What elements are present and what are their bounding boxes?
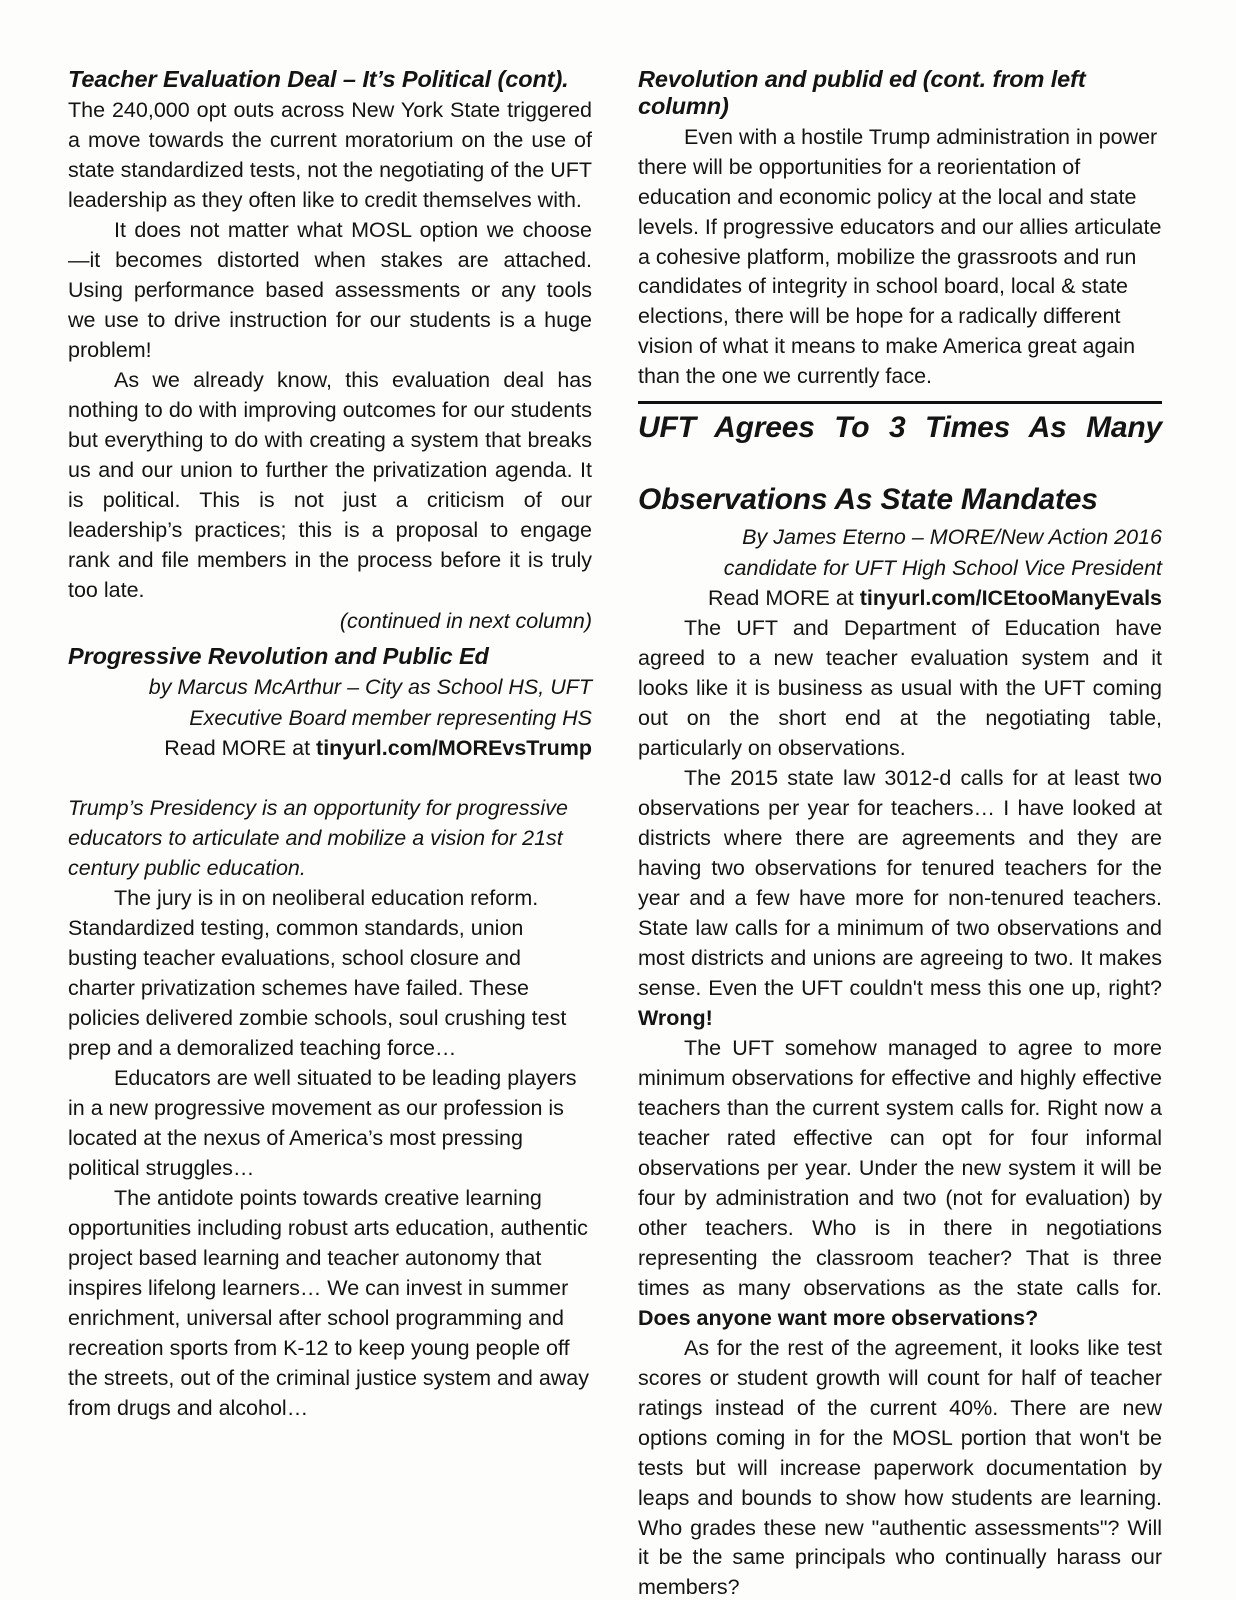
article-heading-revolution-and-public-ed-cont: Revolution and publid ed (cont. from left column) xyxy=(638,66,1086,119)
article1-paragraph-2: It does not matter what MOSL option we choose—it becomes distorted when stakes are attached. Using performance based assessments or any tools we use to drive instruction for our students is a huge problem! xyxy=(68,217,592,362)
article2-read-more-line xyxy=(68,733,592,764)
article2-lede: Trump’s Presidency is an opportunity for progressive educators to articulate and mobilize a vision for 21st century public education. xyxy=(68,795,568,880)
read-more-url[interactable]: tinyurl.com/ICEtooManyEvals xyxy=(859,586,1162,611)
section-divider-rule xyxy=(638,401,1162,404)
article2-paragraph-1: The jury is in on neoliberal education reform. Standardized testing, common standards, union busting teacher evaluations, school closure and charter privatization schemes have failed. These policies delivered zombie schools, soul crushing test prep and a demoralized teaching force… xyxy=(68,885,567,1060)
article2-byline-line-2: Executive Board member representing HS xyxy=(189,705,592,730)
article4-paragraph-3 xyxy=(638,1034,1162,1334)
headline-line-1: UFT Agrees To 3 Times As Many xyxy=(638,411,1162,445)
article-heading-progressive-revolution: Progressive Revolution and Public Ed xyxy=(68,642,489,669)
left-column xyxy=(68,66,592,1600)
right-column xyxy=(638,66,1162,1600)
article2-byline-line-1: by Marcus McArthur – City as School HS, UFT xyxy=(148,675,592,700)
article2-paragraph-2: Educators are well situated to be leading players in a new progressive movement as our profession is located at the nexus of America’s most pressing political struggles… xyxy=(68,1065,577,1180)
article4-read-more-line xyxy=(638,583,1162,614)
article1-paragraph-1: The 240,000 opt outs across New York State triggered a move towards the current moratorium on the use of state standardized tests, not the negotiating of the UFT leadership as they often like to credit themselves with. xyxy=(68,97,592,212)
read-more-prefix: Read MORE at xyxy=(707,586,860,611)
article4-paragraph-4: As for the rest of the agreement, it looks like test scores or student growth will count for half of teacher ratings instead of the current 40%. There are new options coming in for the MOSL portion that won't be tests but will increase paperwork documentation by leaps and bounds to show how students are learning. Who grades these new "authentic assessments"? Will it be the same principals who continually harass our members? xyxy=(638,1335,1162,1600)
article4-paragraph-2-text: The 2015 state law 3012-d calls for at least two observations per year for teachers… I have looked at districts where there are agreements and they are having two observations for tenured teachers for the year and a few have more for non-tenured teachers. State law calls for a minimum of two observations and most districts and unions are agreeing to two. It makes sense. Even the UFT couldn't mess this one up, right? xyxy=(638,765,1162,1000)
read-more-prefix: Read MORE at xyxy=(164,736,317,761)
article4-byline-line-2: candidate for UFT High School Vice President xyxy=(723,555,1162,580)
article-heading-teacher-evaluation-deal: Teacher Evaluation Deal – It’s Political (cont). xyxy=(68,66,569,92)
headline-line-2: Observations As State Mandates xyxy=(638,483,1098,517)
article1-paragraph-3: As we already know, this evaluation deal has nothing to do with improving outcomes for our students but everything to do with creating a system that breaks us and our union to further the privatization agenda. It is political. This is not just a criticism of our leadership’s practices; this is a proposal to engage rank and file members in the process before it is truly too late. xyxy=(68,367,592,602)
article4-byline-line-1: By James Eterno – MORE/New Action 2016 xyxy=(742,525,1162,550)
article2-paragraph-3: The antidote points towards creative learning opportunities including robust arts education, authentic project based learning and teacher autonomy that inspires lifelong learners… We can invest in summer enrichment, universal after school programming and recreation sports from K-12 to keep young people off the streets, out of the criminal justice system and away from drugs and alcohol… xyxy=(68,1185,590,1420)
article4-paragraph-1: The UFT and Department of Education have agreed to a new teacher evaluation system and it looks like it is business as usual with the UFT coming out on the short end at the negotiating table, particularly on observations. xyxy=(638,615,1162,760)
article3-paragraph-1: Even with a hostile Trump administration in power there will be opportunities for a reorientation of education and economic policy at the local and state levels. If progressive educators and our allies articulate a cohesive platform, mobilize the grassroots and run candidates of integrity in school board, local & state elections, there will be hope for a radically different vision of what it means to make America great again than the one we currently face. xyxy=(638,124,1162,389)
article-heading-uft-agrees-three-times xyxy=(638,410,1162,518)
read-more-url[interactable]: tinyurl.com/MOREvsTrump xyxy=(316,736,592,761)
article4-emphasis-wrong: Wrong! xyxy=(638,1005,713,1030)
two-column-layout xyxy=(68,66,1162,1600)
article4-emphasis-question: Does anyone want more observations? xyxy=(638,1305,1039,1330)
article4-paragraph-3-text: The UFT somehow managed to agree to more minimum observations for effective and highly effective teachers than the current system calls for. Right now a teacher rated effective can opt for four informal observations per year. Under the new system it will be four by administration and two (not for evaluation) by other teachers. Who is in there in negotiations representing the classroom teacher? That is three times as many observations as the state calls for. xyxy=(638,1035,1162,1300)
article4-paragraph-2 xyxy=(638,764,1162,1034)
continued-in-next-column-note: (continued in next column) xyxy=(339,608,592,633)
